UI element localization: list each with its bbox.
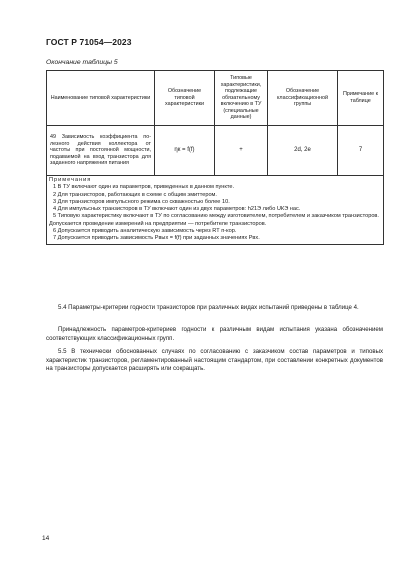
note-item: 7 Допускается приводить зависимость Pвых = f(f) при заданных значениях Pвх. <box>53 235 260 242</box>
paragraph-5-5: 5.5 В технически обоснованных случаях по согласованию с заказчиком состав параметров и типовых характеристик транзисторов, регламентированный настоящим стандартом, при составлении конкретных документов на транзисторы допускается расширять или сокращать. <box>46 348 383 373</box>
note-item: 4 Для импульсных транзисторов в ТУ включают один из двух параметров: h21Э либо UКЭ нас. <box>53 206 301 213</box>
table-caption: Окончание таблицы 5 <box>46 59 118 66</box>
characteristics-table <box>46 70 384 245</box>
note-item: 2 Для транзисторов, работающих в схеме с общим эмиттером. <box>53 191 217 198</box>
note-item: 1 В ТУ включают один из параметров, приведенных в данном пункте. <box>53 184 235 191</box>
note-item: 5 Типовую характеристику включают в ТУ по согласованию между изготовителем, потребителем и заказчиком транзисторов. Допускается проведение измерений на предприятии — потребителе транзисторов. <box>49 213 379 227</box>
table-row <box>47 126 384 176</box>
col-header-designation: Обозначение типовой характеристики <box>155 71 215 126</box>
notes-title: Примечания <box>49 177 92 183</box>
row-designation: ηк = f(f) <box>155 126 215 176</box>
row-name: 49 Зависимость коэффициента полезного действия коллектора от частоты при постоянной мощности, подаваемой на вход транзистора для заданного напряжения питания <box>47 126 155 176</box>
col-header-name: Наименование типовой характеристики <box>47 71 155 126</box>
note-item: 6 Допускается приводить аналитическую зависимость через RТ п-кор. <box>53 228 237 235</box>
row-mandatory: + <box>215 126 268 176</box>
row-note: 7 <box>338 126 384 176</box>
table-header-row <box>47 71 384 126</box>
col-header-class-group: Обозначение классификационной группы <box>268 71 338 126</box>
paragraph-group-designation: Принадлежность параметров-критериев годности к различным видам испытания указана обозначением соответствующих классификационных групп. <box>46 326 383 342</box>
page-number: 14 <box>42 535 50 542</box>
col-header-mandatory: Типовые характеристики, подлежащие обязательному включению в ТУ (специальные данные) <box>215 71 268 126</box>
row-class-group: 2d, 2e <box>268 126 338 176</box>
table-notes <box>47 176 384 245</box>
col-header-note: Примечание к таблице <box>338 71 384 126</box>
document-header: ГОСТ Р 71054—2023 <box>46 37 132 47</box>
paragraph-5-4: 5.4 Параметры-критерии годности транзисторов при различных видах испытаний приведены в таблице 4. <box>58 304 359 311</box>
table-notes-row <box>47 176 384 245</box>
note-item: 3 Для транзисторов импульсного режима со скважностью более 10. <box>53 198 230 205</box>
